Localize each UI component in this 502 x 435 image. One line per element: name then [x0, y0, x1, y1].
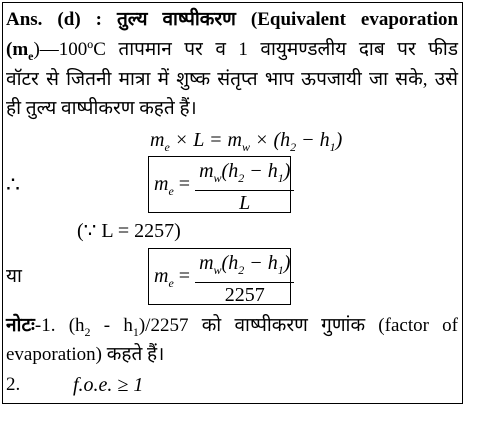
factor-of-evaporation-inequality: f.o.e. ≥ 1: [73, 374, 144, 396]
english-title: (Equivalent evaporation: [250, 9, 459, 30]
definition-text-1: )—100ºC तापमान पर व 1 वायुमण्डलीय दाब पर फीड: [33, 39, 458, 60]
or-label: या: [6, 266, 22, 287]
note-label: नोटः: [6, 315, 35, 336]
latent-heat-note: (∵ L = 2257): [77, 220, 181, 242]
definition-line-3: ही तुल्य वाष्पीकरण कहते हैं।: [6, 98, 197, 119]
equation-energy-balance: $m_e \times L = m_w \times (h_2 - h_1)$: [150, 129, 343, 154]
answer-heading: [6, 8, 458, 32]
equation-me-over-l: $m_e$ = $\frac{m_w(h_2 - h_1)}{L}$: [154, 160, 294, 214]
answer-label: Ans. (d) :: [6, 9, 102, 30]
note-line-1: नोटः-1. $(h_2 - h_1)/2257$ को वाष्पीकरण गुणांक (factor of: [6, 315, 459, 339]
definition-line-2: वॉटर से जितनी मात्रा में शुष्क संतृप्त भाप ऊपजायी जा सके, उसे: [6, 69, 458, 90]
hindi-title: तुल्य वाष्पीकरण: [116, 9, 236, 30]
fraction-l: $\frac{m_w(h_2 - h_1)}{L}$: [195, 160, 294, 214]
therefore-symbol: ∴: [6, 172, 20, 197]
equation-me-over-2257: $m_e$ = $\frac{m_w(h_2 - h_1)}{2257}$: [154, 252, 294, 306]
fraction-2257: $\frac{m_w(h_2 - h_1)}{2257}$: [195, 252, 294, 306]
note-line-2: evaporation) कहते हैं।: [6, 344, 165, 365]
point-2-number: 2.: [6, 374, 21, 395]
definition-line-1: $(m_e)—100ºC$ तापमान पर व 1 वायुमण्डलीय दाब पर फीड: [6, 39, 458, 63]
